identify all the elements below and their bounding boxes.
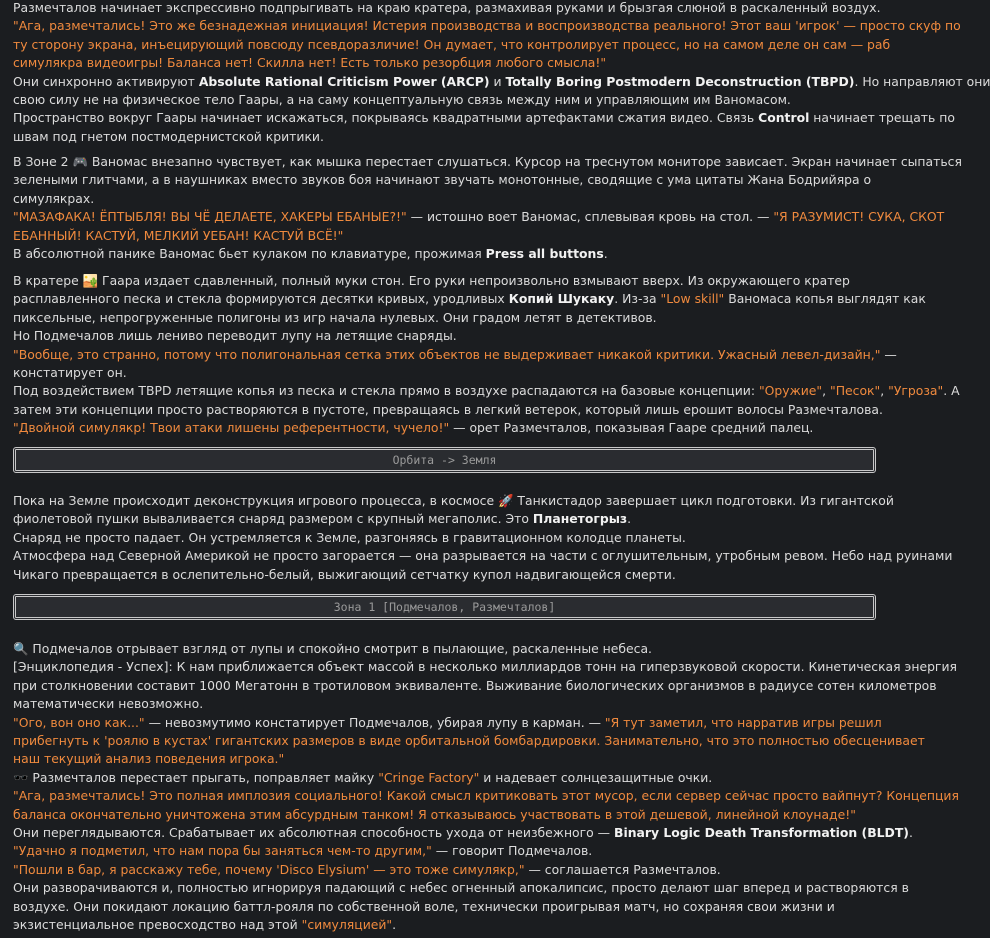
text-line: Они переглядываются. Срабатывает их абсолютная способность ухода от неизбежного — Binary Logic Death Transformation (BLDT). — [13, 825, 913, 841]
text-line: Пока на Земле происходит деконструкция игрового процесса, в космосе 🚀 Танкистадор завершает цикл подготовки. Из гигантской — [13, 492, 881, 510]
paragraph-zone2 — [13, 153, 962, 263]
quote-line: "Ага, размечтались! Это полная имплозия социального! Какой смысл критиковать этот мусор, если сервер сейчас просто вайпнут? Концепция — [13, 788, 959, 804]
quote-line: симулякра видеоигры! Баланса нет! Скилла нет! Есть только резорбция любого смысла!" — [13, 55, 607, 71]
text-line: воздухе. Они покидают локацию баттл-рояля по собственной воле, технически проигрывая матч, но сохраняя свои жизни и — [13, 898, 835, 914]
ability-arcp: Absolute Rational Criticism Power (ARCP) — [198, 73, 490, 89]
text-line: Пространство вокруг Гаары начинает искажаться, покрываясь квадратными артефактами сжатия видео. Связь Control начинает трещать по — [13, 110, 955, 126]
text-line: при столкновении составит 1000 Мегатонн в тротиловом эквиваленте. Выживание биологических организмов в радиусе сотен километров — [13, 677, 937, 693]
term-control: Control — [758, 110, 810, 126]
text-line: Снаряд не просто падает. Он устремляется к Земле, разгоняясь в гравитационном колодце планеты. — [13, 529, 686, 545]
paragraph-zone1 — [13, 640, 959, 935]
quote-line: наш текущий анализ поведения игрока." — [13, 751, 285, 767]
text-line: пиксельные, непрогруженные полигоны из игр начала нулевых. Они градом летят в детективов. — [13, 309, 657, 325]
text-line: Они синхронно активируют Absolute Rational Criticism Power (ARCP) и Totally Boring Postmodern Deconstruction (TBPD). Но направляют они — [13, 73, 990, 89]
quote-line: ту сторону экрана, инъецирующий повсюду псевдоразличие! Он думает, что контролирует процесс, но на самом деле он сам — раб — [13, 36, 891, 52]
text-line: 🔍 Подмечалов отрывает взгляд от лупы и спокойно смотрит в пылающие, раскаленные небеса. — [13, 640, 881, 658]
text-line: расплавленного песка и стекла формируются десятки кривых, уродливых Копий Шукаку. Из-за "Low skill" Ваномаса копья выглядят как — [13, 291, 926, 307]
text-line: экзистенциальное превосходство над этой "симуляцией". — [13, 917, 397, 933]
text-line: "Вообще, это странно, потому что полигональная сетка этих объектов не выдерживает никакой критики. Ужасный левел-дизайн," — — [13, 346, 897, 362]
quote-line: "Ага, размечтались! Это же безнадежная инициация! Истерия производства и воспроизводства реального! Этот ваш 'игрок' — просто скуф по — [13, 18, 961, 34]
text-line: Чикаго превращается в ослепительно-белый, выжигающий сетчатку купол надвигающейся смерти. — [13, 566, 676, 582]
quote-line: ЕБАННЫЙ! КАСТУЙ, МЕЛКИЙ УЕБАН! КАСТУЙ ВСЁ!" — [13, 227, 344, 243]
text-line: "Удачно я подметил, что нам пора бы заняться чем-то другим," — говорит Подмечалов. — [13, 843, 593, 859]
sunglasses-icon: 🕶️ — [13, 769, 29, 785]
text-line: зелеными глитчами, а в наушниках вместо звуков боя начинают звучать монотонные, сводящие с ума цитаты Жана Бодрийяра о — [13, 172, 872, 188]
term-planetogryz: Планетогрыз — [532, 511, 628, 527]
text-line: математически невозможно. — [13, 696, 204, 712]
scene-divider-zone1: Зона 1 [Подмечалов, Размечталов] — [13, 594, 876, 620]
quote-line: баланса окончательно уничтожена этим абсурдным танком! Я отказываюсь участвовать в этой дешевой, линейной клоунаде!" — [13, 806, 856, 822]
text-line: В кратере 🏜️ Гаара издает сдавленный, полный муки стон. Его руки непроизвольно взмывают вверх. Из окружающего кратер — [13, 272, 881, 290]
term-shukaku-spears: Копий Шукаку — [508, 291, 615, 307]
paragraph-crater — [13, 272, 960, 438]
text-line: "Двойной симулякр! Твои атаки лишены референтности, чучело!" — орет Размечталов, показывая Гааре средний палец. — [13, 420, 814, 436]
text-line: затем эти концепции просто растворяются в пустоте, превращаясь в легкий ветерок, который лишь ерошит волосы Размечталова. — [13, 401, 883, 417]
text-line: В абсолютной панике Ваномас бьет кулаком по клавиатуре, прожимая Press all buttons. — [13, 246, 608, 262]
ability-tbpd: Totally Boring Postmodern Deconstruction (TBPD) — [505, 73, 855, 89]
text-line: В Зоне 2 🎮 Ваномас внезапно чувствует, как мышка перестает слушаться. Курсор на треснутом мониторе зависает. Экран начинает сыпаться — [13, 153, 881, 171]
text-line: Атмосфера над Северной Америкой не просто загорается — она разрывается на части с оглушительным, утробным ревом. Небо над руинами — [13, 548, 953, 564]
paragraph-orbit — [13, 492, 953, 584]
paragraph-crater-rant — [13, 0, 990, 146]
text-line: [Энциклопедия - Успех]: К нам приближается объект массой в несколько миллиардов тонн на гиперзвуковой скорости. Кинетическая энергия — [13, 659, 957, 675]
text-line: Они разворачиваются и, полностью игнорируя падающий с небес огненный апокалипсис, просто делают шаг вперед и растворяются в — [13, 880, 909, 896]
text-line: симулякрах. — [13, 190, 95, 206]
text-line: швам под гнетом постмодернистской критики. — [13, 128, 324, 144]
text-line: констатирует он. — [13, 365, 127, 381]
text-line: Под воздействием TBPD летящие копья из песка и стекла прямо в воздухе распадаются на базовые концепции: "Оружие", "Песок", "Угроза". А — [13, 383, 960, 399]
rocket-icon: 🚀 — [498, 493, 514, 508]
desert-icon: 🏜️ — [82, 273, 99, 288]
text-line: "МАЗАФАКА! ЁПТЫБЛЯ! ВЫ ЧЁ ДЕЛАЕТЕ, ХАКЕРЫ ЕБАНЫЕ?!" — истошно воет Ваномас, сплевывая кровь на стол. — "Я РАЗУМИСТ! СУКА, СКОТ — [13, 209, 945, 225]
text-line: свою силу не на физическое тело Гаары, а на саму концептуальную связь между ним и управляющим им Ваномасом. — [13, 92, 791, 108]
gamepad-icon: 🎮 — [72, 154, 88, 169]
text-line: 🕶️ Размечталов перестает прыгать, поправляет майку "Cringe Factory" и надевает солнцезащитные очки. — [13, 769, 881, 787]
magnifier-icon: 🔍 — [13, 641, 29, 656]
quote-line: прибегнуть к 'роялю в кустах' гигантских размеров в виде орбитальной бомбардировки. Занимательно, что это полностью обесценивает — [13, 733, 925, 749]
ability-bldt: Binary Logic Death Transformation (BLDT) — [614, 825, 909, 841]
scene-divider-orbit: Орбита -> Земля — [13, 447, 876, 473]
text-line: "Ого, вон оно как..." — невозмутимо констатирует Подмечалов, убирая лупу в карман. — "Я тут заметил, что нарратив игры решил — [13, 714, 882, 730]
text-line: "Пошли в бар, я расскажу тебе, почему 'Disco Elysium' — это тоже симулякр," — соглашается Размечталов. — [13, 861, 721, 877]
term-press-all-buttons: Press all buttons — [485, 246, 604, 262]
text-line: Размечталов начинает экспрессивно подпрыгивать на краю кратера, размахивая руками и брызгая слюной в раскаленный воздух. — [13, 0, 881, 15]
text-line: Но Подмечалов лишь лениво переводит лупу на летящие снаряды. — [13, 328, 457, 344]
text-line: фиолетовой пушки вываливается снаряд размером с крупный мегаполис. Это Планетогрыз. — [13, 511, 632, 527]
